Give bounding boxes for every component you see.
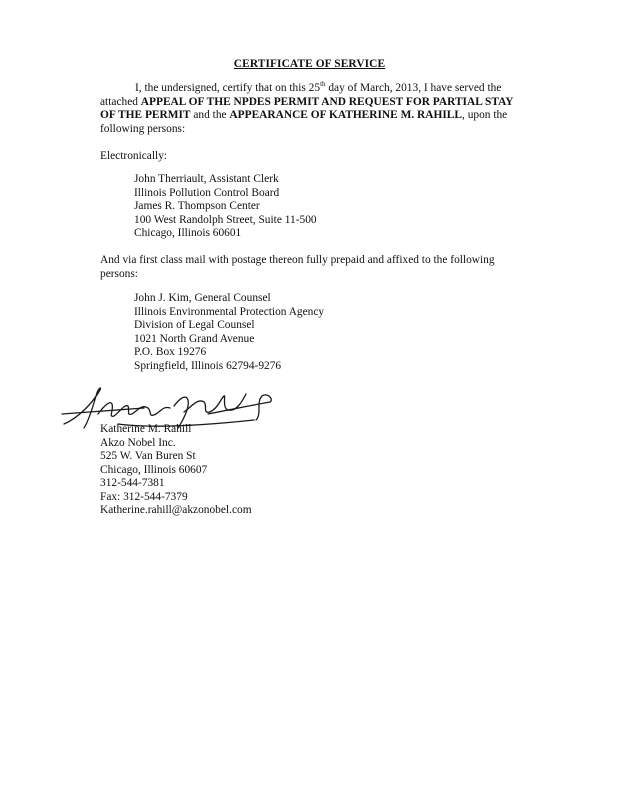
signer-contact-block (100, 423, 252, 518)
intro-superscript: th (320, 80, 326, 89)
address-line: 1021 North Grand Avenue (134, 332, 255, 345)
document-title: CERTIFICATE OF SERVICE (233, 58, 386, 70)
address-line: 100 West Randolph Street, Suite 11-500 (134, 213, 317, 226)
address-line: John J. Kim, General Counsel (134, 292, 271, 304)
appearance-title: APPEARANCE OF KATHERINE M. RAHILL (229, 109, 462, 121)
signer-name: Katherine M. Rahill (100, 423, 192, 435)
signer-company: Akzo Nobel Inc. (100, 436, 176, 449)
served-document-title: APPEAL OF THE NPDES PERMIT AND REQUEST FOR PARTIAL STAY OF THE PERMIT (100, 95, 514, 121)
address-line: Division of Legal Counsel (134, 319, 255, 331)
address-line: Springfield, Illinois 62794-9276 (134, 359, 282, 372)
address-line: Illinois Pollution Control Board (134, 186, 280, 199)
address-line: John Therriault, Assistant Clerk (134, 173, 279, 185)
signer-email: Katherine.rahill@akzonobel.com (100, 504, 252, 516)
mail-intro: And via first class mail with postage thereon fully prepaid and affixed to the following persons: (100, 254, 495, 280)
intro-text-1: I, the undersigned, certify that on this 25 (135, 82, 321, 94)
signer-phone: 312-544-7381 (100, 477, 165, 489)
electronic-label: Electronically: (100, 150, 168, 162)
mail-recipient-address (134, 292, 324, 373)
signer-city: Chicago, Illinois 60607 (100, 463, 208, 476)
address-line: Illinois Environmental Protection Agency (134, 305, 325, 318)
address-line: P.O. Box 19276 (134, 346, 207, 358)
address-line: James R. Thompson Center (134, 200, 260, 212)
intro-paragraph (100, 82, 520, 136)
intro-text-2: day of March, 2013, I have served the attached (100, 82, 502, 108)
electronic-recipient-address (134, 173, 317, 241)
signer-fax: Fax: 312-544-7379 (100, 490, 188, 503)
intro-text-and: and the (190, 109, 230, 121)
address-line: Chicago, Illinois 60601 (134, 227, 242, 239)
intro-text-3: , upon the following persons: (100, 109, 508, 135)
signer-street: 525 W. Van Buren St (100, 450, 196, 462)
